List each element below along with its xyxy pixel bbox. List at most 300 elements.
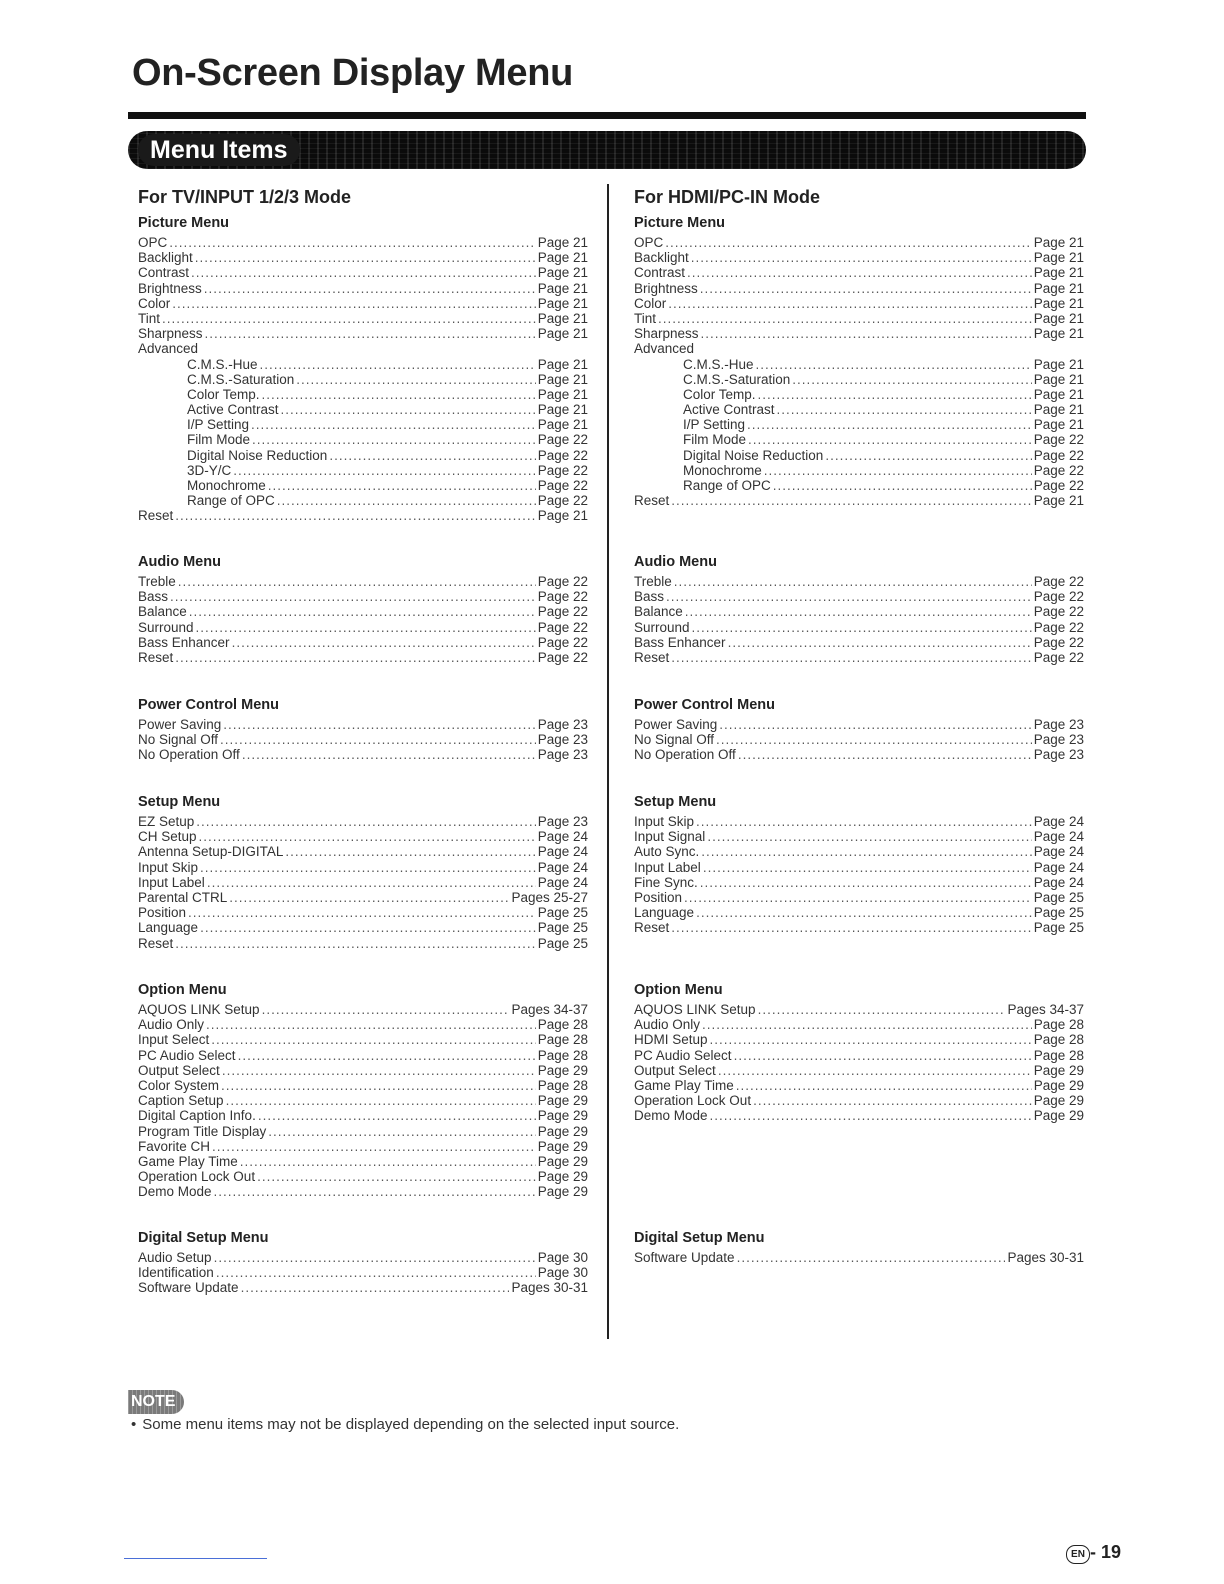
entry-page-ref: Page 22 (537, 462, 588, 478)
entry-name: Identification (138, 1265, 214, 1281)
entry-page-ref: Page 23 (1033, 717, 1084, 732)
dot-leader (170, 589, 536, 604)
menu-entry (138, 829, 588, 844)
dot-leader (703, 860, 1032, 875)
dot-leader (674, 574, 1032, 589)
dot-leader (701, 326, 1032, 341)
menu-entry (634, 387, 1084, 402)
dot-leader (196, 620, 536, 635)
menu-entry (634, 402, 1084, 417)
menu-entry (634, 265, 1084, 280)
menu-entry (138, 1002, 588, 1017)
entry-page-ref: Pages 30-31 (511, 1280, 588, 1296)
dot-leader (700, 875, 1032, 890)
entry-name: C.M.S.-Hue (187, 356, 258, 372)
menu-entry (138, 1063, 588, 1078)
bottom-rule (124, 1558, 267, 1559)
dot-leader (707, 829, 1031, 844)
section-title: Setup Menu (138, 794, 221, 810)
entry-page-ref: Page 24 (1033, 859, 1084, 875)
entry-name: Balance (634, 604, 683, 620)
entry-name: 3D-Y/C (187, 462, 232, 478)
dot-leader (268, 1124, 535, 1139)
entry-page-ref: Page 21 (537, 310, 588, 326)
section-title: Power Control Menu (634, 697, 775, 713)
menu-group-header (138, 341, 588, 356)
tv-input-mode-column (138, 184, 588, 1296)
entry-name: Audio Setup (138, 1250, 212, 1265)
menu-entry (138, 814, 588, 829)
menu-entry (138, 1108, 588, 1123)
dot-leader (191, 265, 536, 280)
page-number-value: 19 (1101, 1542, 1122, 1562)
entry-name: Reset (138, 508, 174, 524)
menu-entry (138, 574, 588, 589)
entry-name: No Operation Off (138, 747, 240, 763)
menu-entry (634, 1250, 1084, 1265)
menu-section (634, 979, 1084, 1124)
dot-leader (207, 875, 536, 890)
entry-page-ref: Page 24 (537, 859, 588, 875)
entry-name: AQUOS LINK Setup (634, 1002, 756, 1017)
menu-entry (138, 311, 588, 326)
menu-entry-list (634, 1250, 1084, 1265)
entry-name: PC Audio Select (634, 1047, 732, 1063)
menu-entry (138, 747, 588, 762)
entry-name: Advanced (634, 341, 695, 357)
menu-entry (634, 860, 1084, 875)
entry-page-ref: Page 22 (1033, 447, 1084, 463)
entry-name: Fine Sync. (634, 874, 698, 890)
entry-page-ref: Page 22 (1033, 574, 1084, 589)
entry-name: Active Contrast (683, 402, 775, 418)
entry-page-ref: Page 25 (1033, 905, 1084, 921)
entry-name: Operation Lock Out (634, 1093, 752, 1109)
entry-name: Sharpness (634, 326, 699, 342)
entry-name: Surround (138, 619, 194, 635)
menu-section (634, 1227, 1084, 1265)
entry-page-ref: Page 21 (1033, 402, 1084, 418)
entry-name: Power Saving (138, 717, 222, 732)
menu-entry (634, 650, 1084, 665)
dot-leader (825, 448, 1031, 463)
entry-page-ref: Page 21 (537, 402, 588, 418)
dot-leader (701, 844, 1031, 859)
entry-page-ref: Page 22 (1033, 432, 1084, 448)
entry-name: Output Select (634, 1062, 716, 1078)
entry-page-ref: Page 21 (1033, 386, 1084, 402)
dot-leader (229, 890, 509, 905)
menu-entry-list (634, 574, 1084, 665)
menu-entry (634, 717, 1084, 732)
section-title: Power Control Menu (138, 697, 279, 713)
dot-leader (257, 1169, 536, 1184)
entry-page-ref: Page 25 (537, 920, 588, 936)
menu-entry (138, 493, 588, 508)
entry-page-ref: Page 23 (537, 747, 588, 763)
menu-entry (634, 417, 1084, 432)
entry-page-ref: Page 23 (537, 732, 588, 748)
menu-entry (634, 829, 1084, 844)
dot-leader (734, 1048, 1032, 1063)
menu-entry (138, 387, 588, 402)
entry-page-ref: Page 23 (1033, 747, 1084, 763)
menu-entry (138, 1184, 588, 1199)
menu-entry (138, 326, 588, 341)
dot-leader (172, 296, 535, 311)
dot-leader (222, 1063, 536, 1078)
entry-page-ref: Page 21 (537, 265, 588, 281)
page-title: On-Screen Display Menu (132, 52, 574, 94)
entry-name: Input Signal (634, 829, 706, 845)
entry-page-ref: Page 23 (537, 814, 588, 829)
menu-entry (634, 235, 1084, 250)
entry-page-ref: Page 22 (1033, 462, 1084, 478)
entry-page-ref: Page 23 (537, 717, 588, 732)
dot-leader (696, 814, 1032, 829)
menu-entry-list (138, 814, 588, 951)
entry-name: Color System (138, 1077, 220, 1093)
menu-entry (138, 875, 588, 890)
entry-name: Auto Sync. (634, 844, 700, 860)
dot-leader (666, 589, 1032, 604)
entry-name: Input Label (138, 874, 205, 890)
dot-leader (162, 311, 536, 326)
entry-page-ref: Page 22 (537, 604, 588, 620)
entry-page-ref: Page 29 (537, 1153, 588, 1169)
entry-name: No Signal Off (634, 732, 715, 748)
entry-name: Caption Setup (138, 1093, 224, 1109)
entry-name: Input Select (138, 1032, 210, 1048)
entry-page-ref: Page 21 (1033, 493, 1084, 509)
dot-leader (671, 493, 1031, 508)
menu-entry (634, 620, 1084, 635)
menu-entry (634, 814, 1084, 829)
menu-entry (138, 372, 588, 387)
entry-name: Reset (634, 649, 670, 665)
menu-entry (138, 448, 588, 463)
entry-name: Software Update (138, 1280, 239, 1296)
dot-leader (175, 936, 535, 951)
entry-page-ref: Page 22 (537, 589, 588, 605)
entry-page-ref: Page 29 (1033, 1077, 1084, 1093)
menu-section (138, 791, 588, 951)
entry-page-ref: Page 21 (537, 235, 588, 250)
entry-page-ref: Page 21 (537, 295, 588, 311)
dot-leader (696, 905, 1032, 920)
dot-leader (281, 402, 536, 417)
entry-name: Active Contrast (187, 402, 279, 418)
menu-entry (138, 1032, 588, 1047)
menu-entry (138, 1169, 588, 1184)
entry-page-ref: Pages 25-27 (511, 889, 588, 905)
menu-entry (634, 311, 1084, 326)
dot-leader (692, 620, 1032, 635)
dot-leader (221, 1078, 536, 1093)
dot-leader (702, 1017, 1032, 1032)
menu-entry (634, 890, 1084, 905)
dot-leader (718, 1063, 1032, 1078)
section-title: Picture Menu (138, 215, 230, 231)
entry-name: HDMI Setup (634, 1032, 708, 1048)
dot-leader (665, 235, 1031, 250)
column-divider (607, 184, 609, 1339)
entry-name: Monochrome (187, 478, 266, 493)
dot-leader (268, 478, 536, 493)
entry-page-ref: Page 22 (537, 432, 588, 448)
menu-entry (634, 844, 1084, 859)
dot-leader (747, 417, 1032, 432)
dot-leader (240, 1154, 536, 1169)
menu-entry-list (634, 814, 1084, 936)
dot-leader (233, 463, 535, 478)
entry-name: Bass (138, 589, 169, 605)
dot-leader (211, 1032, 535, 1047)
entry-page-ref: Page 22 (1033, 619, 1084, 635)
entry-name: No Signal Off (138, 732, 219, 748)
entry-page-ref: Page 28 (537, 1077, 588, 1093)
dot-leader (241, 1280, 510, 1295)
dot-leader (737, 1250, 1006, 1265)
entry-name: Reset (138, 649, 174, 665)
menu-entry (138, 281, 588, 296)
menu-entry (634, 875, 1084, 890)
menu-entry (138, 235, 588, 250)
entry-page-ref: Page 21 (1033, 326, 1084, 342)
entry-page-ref: Page 21 (537, 326, 588, 342)
menu-entry (634, 326, 1084, 341)
dot-leader (199, 829, 536, 844)
menu-entry (634, 905, 1084, 920)
menu-section (634, 791, 1084, 936)
entry-page-ref: Page 29 (537, 1093, 588, 1109)
entry-page-ref: Page 24 (537, 874, 588, 890)
entry-page-ref: Page 24 (537, 844, 588, 860)
menu-entry (138, 717, 588, 732)
note-badge (128, 1390, 184, 1414)
menu-entry-list (634, 1002, 1084, 1124)
dot-leader (214, 1184, 536, 1199)
menu-entry (634, 1048, 1084, 1063)
entry-name: Position (138, 905, 187, 921)
menu-entry (634, 448, 1084, 463)
entry-name: AQUOS LINK Setup (138, 1002, 260, 1017)
menu-entry (138, 1078, 588, 1093)
mode-title: For TV/INPUT 1/2/3 Mode (138, 187, 352, 207)
entry-name: Range of OPC (683, 478, 771, 493)
title-rule (128, 112, 1086, 119)
menu-entry (138, 508, 588, 523)
menu-entry (634, 1063, 1084, 1078)
entry-page-ref: Page 30 (537, 1265, 588, 1281)
menu-entry (634, 747, 1084, 762)
menu-entry-list (138, 1002, 588, 1199)
entry-name: OPC (634, 235, 664, 250)
menu-entry (634, 1108, 1084, 1123)
entry-page-ref: Page 30 (537, 1250, 588, 1265)
dot-leader (671, 650, 1031, 665)
dot-leader (668, 296, 1031, 311)
dot-leader (212, 1139, 536, 1154)
entry-name: Program Title Display (138, 1123, 267, 1139)
entry-name: Digital Noise Reduction (187, 447, 328, 463)
menu-items-banner (128, 131, 1086, 169)
dot-leader (262, 1002, 510, 1017)
menu-entry (138, 860, 588, 875)
menu-entry (138, 1250, 588, 1265)
menu-entry (634, 1078, 1084, 1093)
menu-entry (138, 920, 588, 935)
menu-entry (634, 250, 1084, 265)
entry-page-ref: Page 21 (1033, 356, 1084, 372)
entry-name: CH Setup (138, 829, 197, 845)
dot-leader (777, 402, 1032, 417)
dot-leader (196, 814, 535, 829)
dot-leader (238, 1048, 536, 1063)
dot-leader (758, 1002, 1006, 1017)
menu-entry (138, 1154, 588, 1169)
menu-entry (138, 296, 588, 311)
entry-name: Demo Mode (138, 1184, 212, 1200)
bullet-icon: • (131, 1416, 137, 1433)
entry-name: Language (138, 920, 199, 936)
entry-page-ref: Page 22 (537, 478, 588, 493)
entry-page-ref: Page 28 (537, 1047, 588, 1063)
entry-page-ref: Page 29 (537, 1108, 588, 1124)
entry-page-ref: Page 21 (1033, 265, 1084, 281)
entry-name: Game Play Time (138, 1153, 238, 1169)
dot-leader (719, 717, 1031, 732)
dot-leader (232, 635, 536, 650)
menu-entry-list (138, 1250, 588, 1296)
entry-name: Film Mode (683, 432, 747, 448)
menu-entry-list (138, 235, 588, 524)
menu-entry-list (634, 717, 1084, 763)
menu-entry (138, 635, 588, 650)
menu-entry (138, 1139, 588, 1154)
entry-name: Input Skip (138, 859, 199, 875)
entry-name: Contrast (634, 265, 686, 281)
section-title: Option Menu (634, 982, 723, 998)
entry-name: OPC (138, 235, 168, 250)
entry-page-ref: Page 22 (537, 447, 588, 463)
menu-entry (138, 844, 588, 859)
entry-name: Input Skip (634, 814, 695, 829)
menu-entry (634, 478, 1084, 493)
entry-page-ref: Page 21 (537, 356, 588, 372)
menu-entry (634, 281, 1084, 296)
dot-leader (260, 357, 536, 372)
dot-leader (748, 432, 1032, 447)
entry-page-ref: Page 24 (1033, 874, 1084, 890)
entry-name: EZ Setup (138, 814, 195, 829)
entry-name: Input Label (634, 859, 701, 875)
entry-name: No Operation Off (634, 747, 736, 763)
entry-page-ref: Page 29 (1033, 1093, 1084, 1109)
dot-leader (200, 920, 536, 935)
menu-entry (634, 574, 1084, 589)
dot-leader (195, 250, 536, 265)
entry-name: I/P Setting (187, 417, 250, 433)
entry-page-ref: Page 21 (1033, 250, 1084, 266)
dot-leader (178, 574, 536, 589)
entry-page-ref: Page 21 (537, 417, 588, 433)
entry-name: Favorite CH (138, 1138, 211, 1154)
dot-leader (251, 417, 536, 432)
section-title: Digital Setup Menu (138, 1230, 269, 1246)
entry-name: Bass Enhancer (138, 634, 230, 650)
menu-entry (138, 1017, 588, 1032)
entry-name: Backlight (138, 250, 193, 266)
dot-leader (728, 635, 1032, 650)
entry-name: Surround (634, 619, 690, 635)
menu-entry (138, 732, 588, 747)
menu-section (634, 694, 1084, 763)
dot-leader (764, 463, 1032, 478)
dot-leader (736, 1078, 1032, 1093)
page-number (1066, 1542, 1121, 1564)
menu-section (634, 212, 1084, 508)
note-text (131, 1416, 679, 1433)
menu-entry (634, 604, 1084, 619)
entry-page-ref: Page 25 (1033, 920, 1084, 936)
entry-page-ref: Page 22 (537, 493, 588, 509)
entry-page-ref: Page 21 (537, 371, 588, 387)
entry-page-ref: Page 29 (1033, 1108, 1084, 1124)
entry-name: Reset (634, 493, 670, 509)
dot-leader (262, 387, 536, 402)
menu-entry (138, 1280, 588, 1295)
entry-page-ref: Page 28 (537, 1017, 588, 1033)
entry-name: Reset (634, 920, 670, 936)
dot-leader (242, 747, 536, 762)
entry-name: Software Update (634, 1250, 735, 1265)
menu-entry (138, 432, 588, 447)
dot-leader (214, 1250, 536, 1265)
entry-name: Audio Only (634, 1017, 701, 1033)
menu-section (634, 551, 1084, 665)
menu-section (138, 1227, 588, 1296)
entry-name: Treble (138, 574, 176, 589)
dot-leader (687, 265, 1032, 280)
menu-entry-list (138, 574, 588, 665)
dot-leader (189, 604, 536, 619)
menu-entry-list (138, 717, 588, 763)
menu-entry (138, 905, 588, 920)
menu-entry (634, 296, 1084, 311)
menu-entry (634, 635, 1084, 650)
entry-name: Color (634, 295, 667, 311)
entry-page-ref: Page 22 (537, 574, 588, 589)
entry-page-ref: Page 29 (1033, 1062, 1084, 1078)
entry-name: Range of OPC (187, 493, 275, 509)
entry-page-ref: Page 28 (537, 1032, 588, 1048)
menu-entry-list (634, 235, 1084, 508)
entry-page-ref: Page 21 (1033, 280, 1084, 296)
page-separator: - (1090, 1542, 1096, 1562)
dot-leader (758, 387, 1032, 402)
entry-page-ref: Page 21 (537, 250, 588, 266)
dot-leader (658, 311, 1032, 326)
dot-leader (716, 732, 1032, 747)
entry-page-ref: Page 21 (537, 386, 588, 402)
entry-page-ref: Page 22 (1033, 478, 1084, 493)
menu-entry (634, 493, 1084, 508)
note-body: Some menu items may not be displayed depending on the selected input source. (142, 1416, 680, 1433)
dot-leader (258, 1108, 536, 1123)
entry-name: Antenna Setup-DIGITAL (138, 844, 284, 860)
menu-entry (634, 1032, 1084, 1047)
